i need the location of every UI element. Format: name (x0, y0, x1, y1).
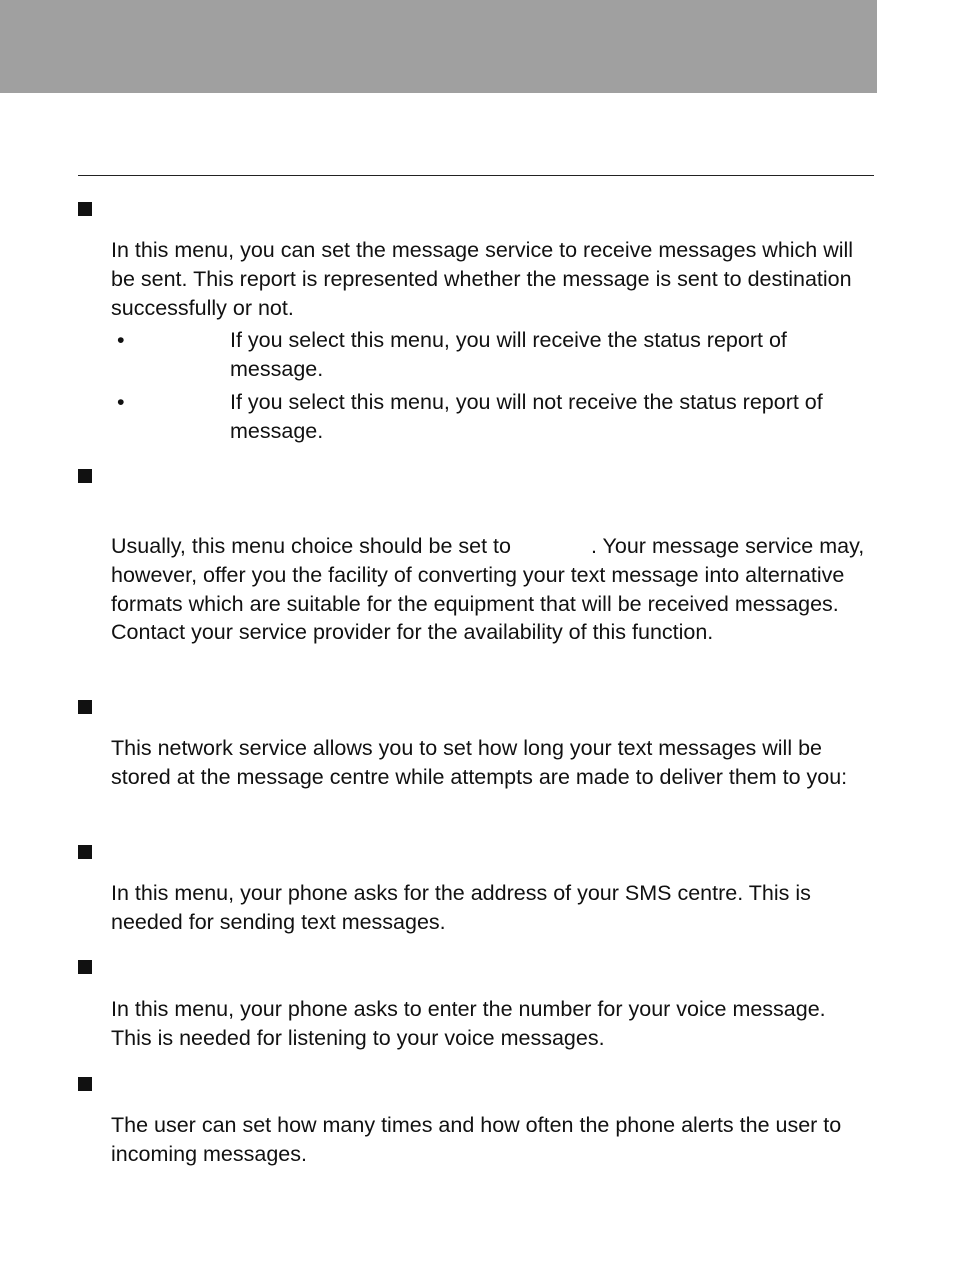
sms-centre-body: In this menu, your phone asks for the address of your SMS centre. This is needed for sending text messages. (111, 881, 811, 934)
alert-body: The user can set how many times and how often the phone alerts the user to incoming messages. (111, 1113, 842, 1166)
validity-body: This network service allows you to set how long your text messages will be stored at the message centre while attempts are made to deliver them to you: (111, 736, 848, 789)
status-report-option-off: If you select this menu, you will not receive the status report of message. (230, 390, 823, 443)
bullet-icon: • (117, 390, 125, 414)
voice-mail-body: In this menu, your phone asks to enter the number for your voice message. This is needed for listening to your voice messages. (111, 997, 826, 1050)
header-band (0, 0, 877, 93)
section-marker-square-icon (78, 202, 92, 216)
message-type-body (111, 532, 871, 647)
status-report-body: In this menu, you can set the message service to receive messages which will be sent. This report is represented whether the message is sent to destination successfully or not. (111, 238, 854, 320)
section-marker-square-icon (78, 700, 92, 714)
header-rule (78, 175, 874, 176)
section-marker-square-icon (78, 469, 92, 483)
section-marker-square-icon (78, 1077, 92, 1091)
status-report-option-on: If you select this menu, you will receive the status report of message. (230, 328, 787, 381)
section-marker-square-icon (78, 845, 92, 859)
section-marker-square-icon (78, 960, 92, 974)
message-type-body-start: Usually, this menu choice should be set to (111, 534, 511, 558)
bullet-icon: • (117, 328, 125, 352)
message-type-body-end: . Your message service may, however, offer you the facility of converting your text message into alternative formats which are suitable for the equipment that will be received messages. Contact your service provider for the availability of this function. (111, 534, 865, 645)
